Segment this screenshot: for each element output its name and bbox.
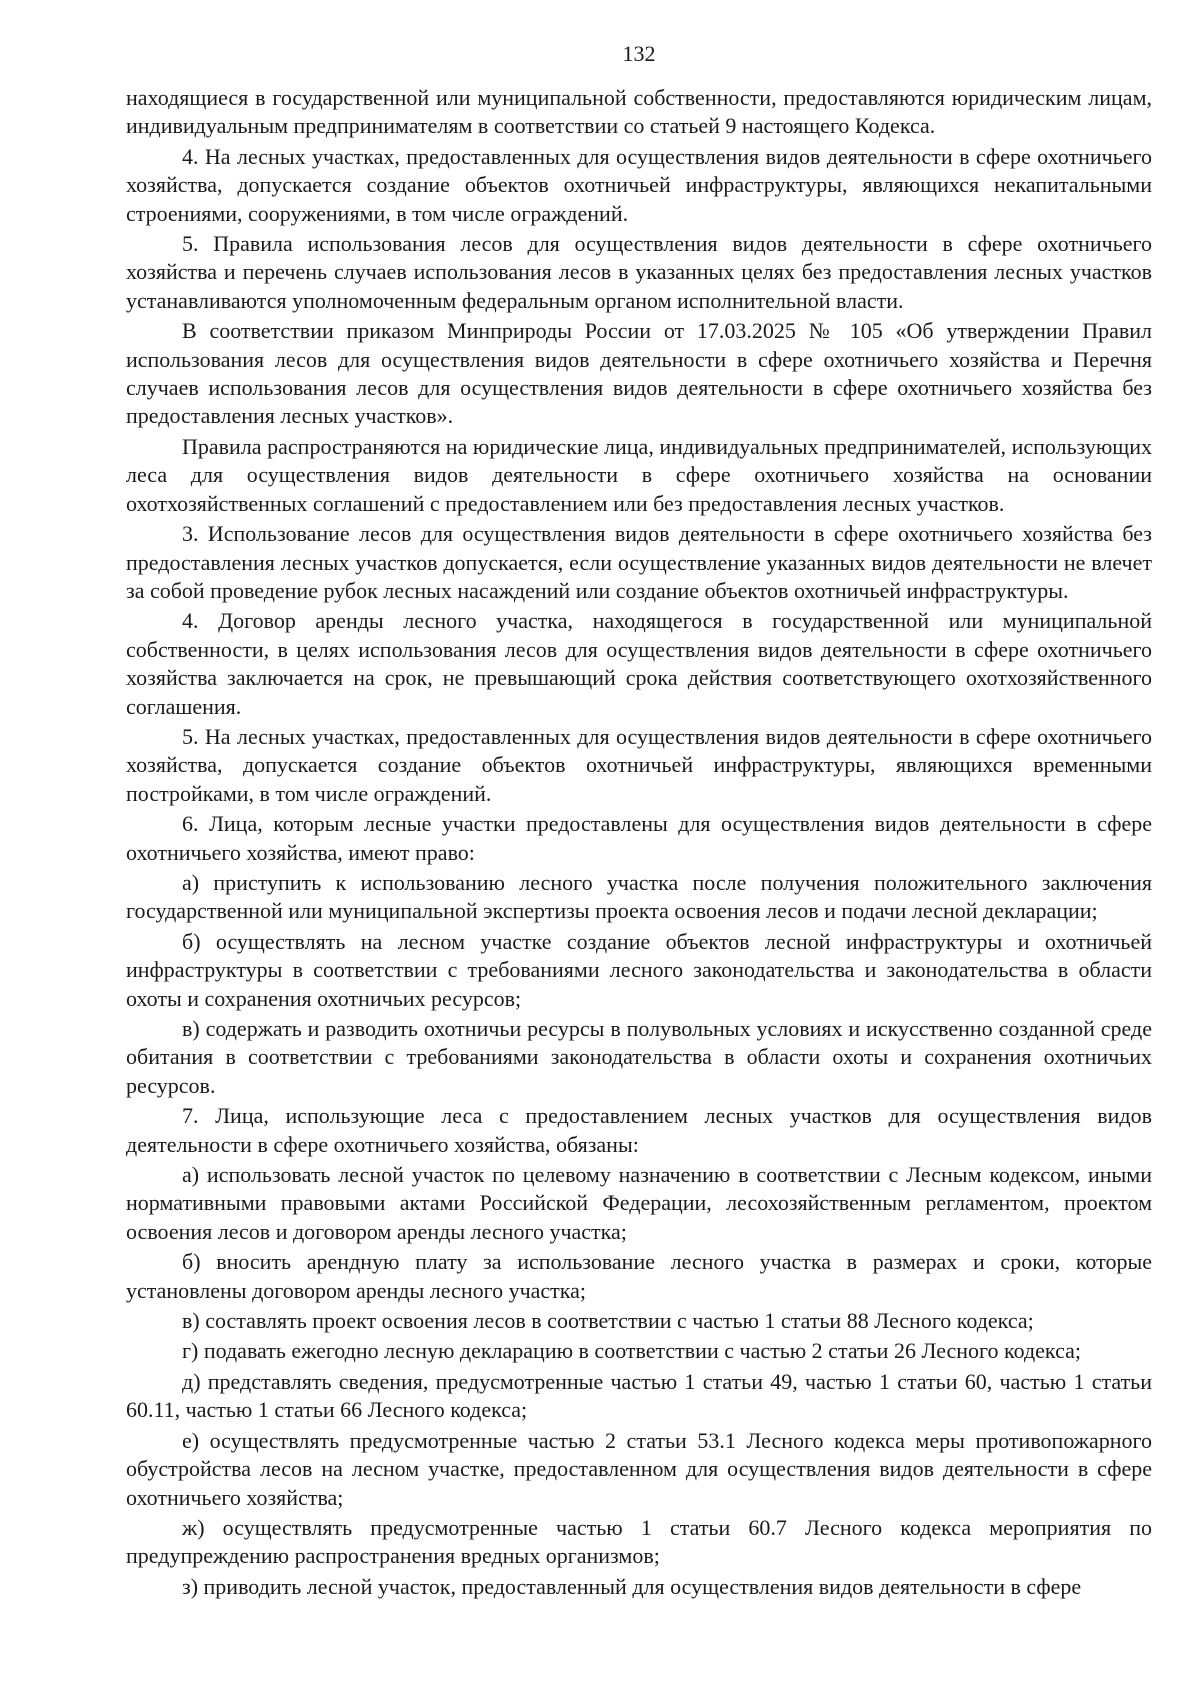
paragraph: 5. На лесных участках, предоставленных для осуществления видов деятельности в сфере охотничьего хозяйства, допускается создание объектов охотничьей инфраструктуры, являющихся временными постройками, в том числе ограждений.	[126, 723, 1152, 806]
list-item: в) содержать и разводить охотничьи ресурсы в полувольных условиях и искусственно созданной среде обитания в соответствии с требованиями законодательства в области охоты и сохранения охотничьих ресурсов.	[126, 1016, 1152, 1098]
list-item: ж) осуществлять предусмотренные частью 1 статьи 60.7 Лесного кодекса мероприятия по предупреждению распространения вредных организмов;	[126, 1514, 1152, 1569]
list-item: б) осуществлять на лесном участке создание объектов лесной инфраструктуры и охотничьей инфраструктуры в соответствии с требованиями лесного законодательства и законодательства в области охоты и сохранения охотничьих ресурсов;	[126, 928, 1152, 1011]
list-item: в) составлять проект освоения лесов в соответствии с частью 1 статьи 88 Лесного кодекса;	[182, 1308, 1034, 1334]
paragraph: 4. Договор аренды лесного участка, находящегося в государственной или муниципальной собственности, в целях использования лесов для осуществления видов деятельности в сфере охотничьего хозяйства заключается на срок, не превышающий срока действия соответствующего охотхозяйственного соглашения.	[126, 608, 1152, 719]
list-item: а) использовать лесной участок по целевому назначению в соответствии с Лесным кодексом, иными нормативными правовыми актами Российской Федерации, лесохозяйственным регламентом, проектом освоения лесов и договором аренды лесного участка;	[126, 1162, 1152, 1244]
paragraph: В соответствии приказом Минприроды России от 17.03.2025 № 105 «Об утверждении Правил использования лесов для осуществления видов деятельности в сфере охотничьего хозяйства и Перечня случаев использования лесов для осуществления видов деятельности в сфере охотничьего хозяйства без предоставления лесных участков».	[126, 318, 1152, 429]
paragraph: 4. На лесных участках, предоставленных для осуществления видов деятельности в сфере охотничьего хозяйства, допускается создание объектов охотничьей инфраструктуры, являющихся некапитальными строениями, сооружениями, в том числе ограждений.	[126, 143, 1152, 226]
paragraph: находящиеся в государственной или муниципальной собственности, предоставляются юридическим лицам, индивидуальным предпринимателям в соответствии со статьей 9 настоящего Кодекса.	[126, 85, 1152, 139]
list-item: г) подавать ежегодно лесную декларацию в соответствии с частью 2 статьи 26 Лесного кодекса;	[182, 1338, 1081, 1364]
list-item: б) вносить арендную плату за использование лесного участка в размерах и сроки, которые установлены договором аренды лесного участка;	[126, 1249, 1152, 1303]
page-number: 132	[622, 41, 656, 66]
paragraph: 6. Лица, которым лесные участки предоставлены для осуществления видов деятельности в сфере охотничьего хозяйства, имеют право:	[126, 811, 1152, 865]
list-item: а) приступить к использованию лесного участка после получения положительного заключения государственной или муниципальной экспертизы проекта освоения лесов и подачи лесной декларации;	[126, 869, 1152, 924]
document-body	[126, 84, 1152, 1601]
paragraph: Правила распространяются на юридические лица, индивидуальных предпринимателей, использующих леса для осуществления видов деятельности в сфере охотничьего хозяйства на основании охотхозяйственных соглашений с предоставлением или без предоставления лесных участков.	[126, 433, 1152, 516]
list-item: д) представлять сведения, предусмотренные частью 1 статьи 49, частью 1 статьи 60, частью 1 статьи 60.11, частью 1 статьи 66 Лесного кодекса;	[126, 1368, 1152, 1423]
list-item: з) приводить лесной участок, предоставленный для осуществления видов деятельности в сфере	[182, 1573, 1082, 1599]
paragraph: 5. Правила использования лесов для осуществления видов деятельности в сфере охотничьего хозяйства и перечень случаев использования лесов в указанных целях без предоставления лесных участков устанавливаются уполномоченным федеральным органом исполнительной власти.	[126, 231, 1152, 313]
paragraph: 7. Лица, использующие леса с предоставлением лесных участков для осуществления видов деятельности в сфере охотничьего хозяйства, обязаны:	[126, 1103, 1152, 1157]
list-item: е) осуществлять предусмотренные частью 2 статьи 53.1 Лесного кодекса меры противопожарного обустройства лесов на лесном участке, предоставленном для осуществления видов деятельности в сфере охотничьего хозяйства;	[126, 1427, 1152, 1510]
paragraph: 3. Использование лесов для осуществления видов деятельности в сфере охотничьего хозяйства без предоставления лесных участков допускается, если осуществление указанных видов деятельности не влечет за собой проведение рубок лесных насаждений или создание объектов охотничьей инфраструктуры.	[126, 521, 1152, 603]
